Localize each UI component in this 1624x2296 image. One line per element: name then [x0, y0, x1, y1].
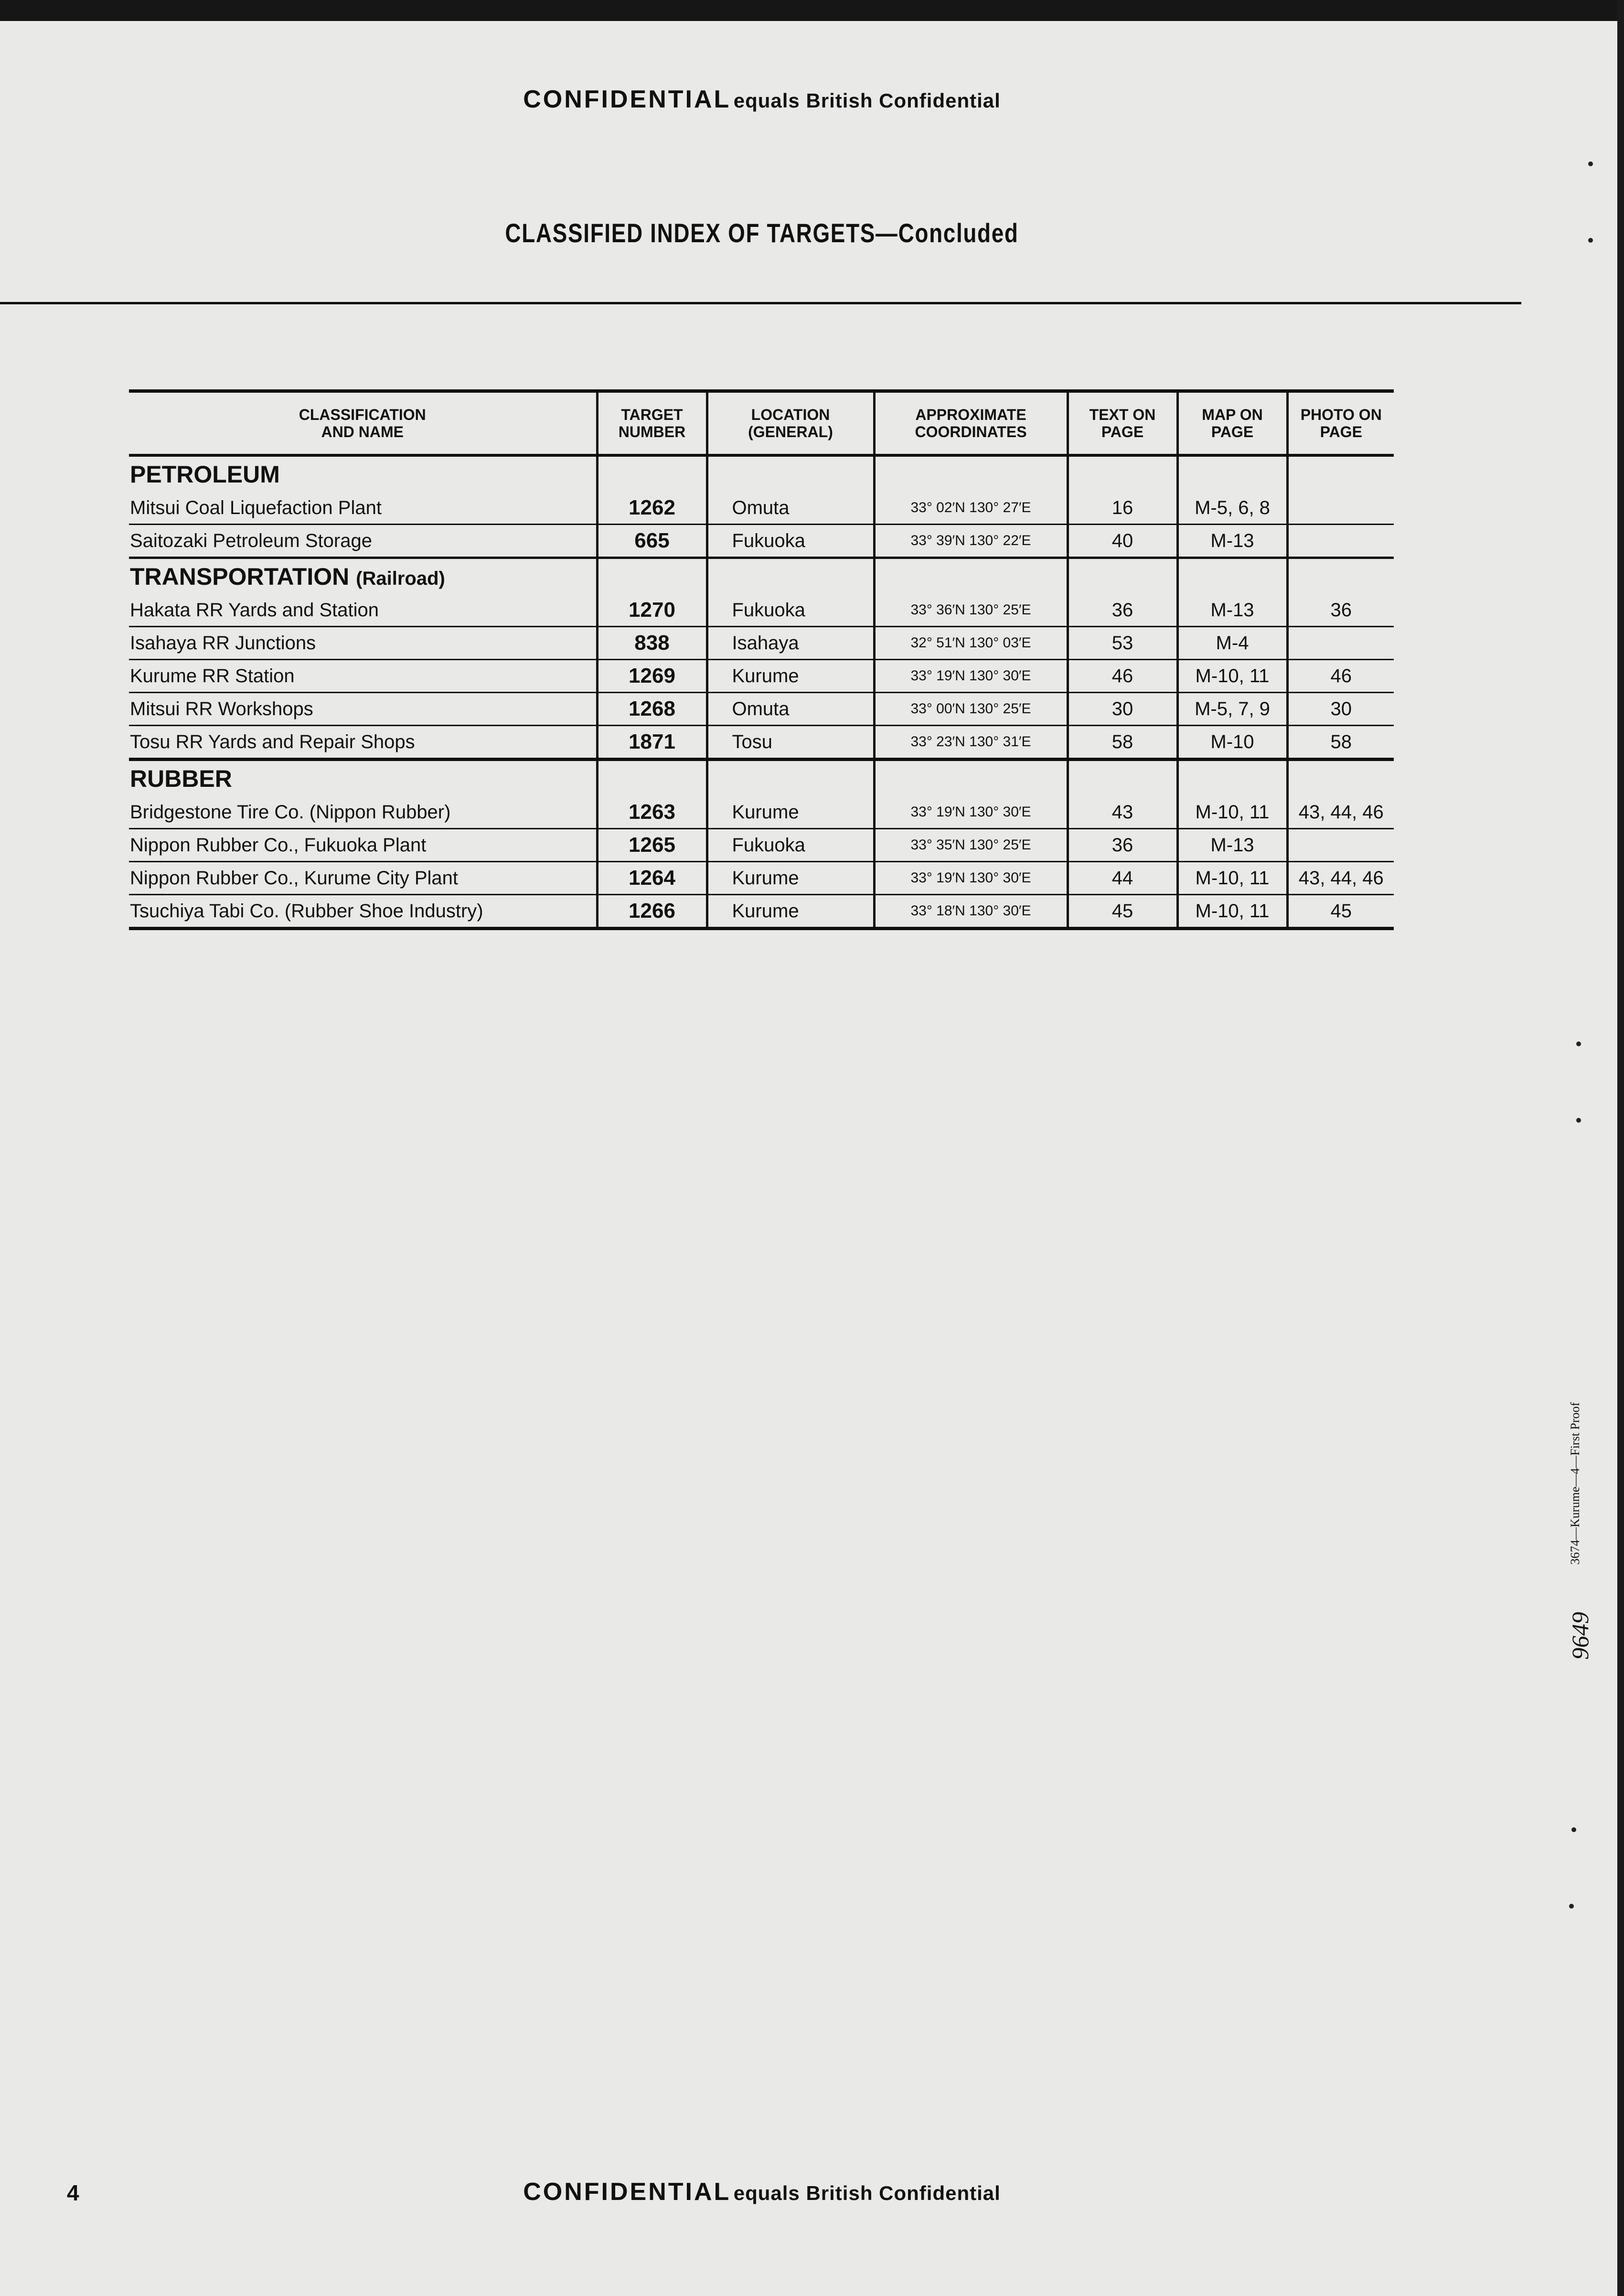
cell-number: 665 — [597, 525, 707, 558]
cell-photo-page — [1287, 829, 1394, 862]
cell-text-page: 45 — [1068, 895, 1177, 929]
section-title: TRANSPORTATION (Railroad) — [130, 563, 445, 590]
scan-speck — [1569, 1904, 1574, 1909]
proof-margin-note: 3674—Kurume—4—First Proof — [1568, 1402, 1582, 1565]
cell-number: 1265 — [597, 829, 707, 862]
scan-speck — [1576, 1118, 1581, 1123]
targets-index-table — [129, 389, 1394, 930]
cell-location: Fukuoka — [707, 594, 874, 627]
handwritten-number: 9649 — [1567, 1612, 1593, 1660]
section-heading-row — [129, 760, 1394, 797]
cell-text-page: 40 — [1068, 525, 1177, 558]
cell-text-page: 44 — [1068, 862, 1177, 895]
cell-text-page: 58 — [1068, 726, 1177, 760]
cell-number: 1268 — [597, 693, 707, 726]
cell-text-page: 53 — [1068, 627, 1177, 660]
cell-location: Fukuoka — [707, 829, 874, 862]
cell-text-page: 36 — [1068, 829, 1177, 862]
cell-text-page: 43 — [1068, 796, 1177, 829]
cell-location: Omuta — [707, 693, 874, 726]
header-coordinates: APPROXIMATE COORDINATES — [874, 391, 1068, 456]
cell-photo-page: 45 — [1287, 895, 1394, 929]
confidential-equivalence: equals British Confidential — [733, 2182, 1001, 2204]
section-rubber — [129, 760, 1394, 929]
cell-coordinates: 33° 02′N 130° 27′E — [874, 492, 1068, 525]
cell-number: 1270 — [597, 594, 707, 627]
cell-name: Kurume RR Station — [129, 660, 597, 693]
table-header — [129, 391, 1394, 456]
cell-number: 1264 — [597, 862, 707, 895]
confidential-equivalence: equals British Confidential — [733, 89, 1001, 112]
cell-photo-page: 43, 44, 46 — [1287, 862, 1394, 895]
cell-map-page: M-10, 11 — [1177, 862, 1287, 895]
cell-location: Isahaya — [707, 627, 874, 660]
scan-top-border — [0, 0, 1624, 21]
cell-photo-page: 30 — [1287, 693, 1394, 726]
cell-location: Kurume — [707, 796, 874, 829]
header-location: LOCATION (GENERAL) — [707, 391, 874, 456]
header-map-page: MAP ON PAGE — [1177, 391, 1287, 456]
cell-map-page: M-10, 11 — [1177, 895, 1287, 929]
header-text-page: TEXT ON PAGE — [1068, 391, 1177, 456]
cell-location: Tosu — [707, 726, 874, 760]
cell-name: Hakata RR Yards and Station — [129, 594, 597, 627]
confidential-header — [0, 85, 1524, 114]
cell-map-page: M-10 — [1177, 726, 1287, 760]
cell-location: Omuta — [707, 492, 874, 525]
section-heading-row — [129, 455, 1394, 492]
cell-coordinates: 33° 19′N 130° 30′E — [874, 660, 1068, 693]
header-photo-page: PHOTO ON PAGE — [1287, 391, 1394, 456]
section-heading-row — [129, 558, 1394, 595]
cell-photo-page: 36 — [1287, 594, 1394, 627]
cell-coordinates: 33° 19′N 130° 30′E — [874, 796, 1068, 829]
table-row — [129, 525, 1394, 558]
cell-name: Isahaya RR Junctions — [129, 627, 597, 660]
cell-photo-page — [1287, 627, 1394, 660]
cell-text-page: 16 — [1068, 492, 1177, 525]
cell-coordinates: 33° 23′N 130° 31′E — [874, 726, 1068, 760]
cell-number: 1269 — [597, 660, 707, 693]
cell-name: Mitsui RR Workshops — [129, 693, 597, 726]
title-divider — [0, 302, 1521, 304]
cell-coordinates: 33° 00′N 130° 25′E — [874, 693, 1068, 726]
cell-map-page: M-5, 7, 9 — [1177, 693, 1287, 726]
cell-map-page: M-13 — [1177, 525, 1287, 558]
table-row — [129, 492, 1394, 525]
cell-number: 1262 — [597, 492, 707, 525]
table-row — [129, 693, 1394, 726]
cell-map-page: M-10, 11 — [1177, 796, 1287, 829]
confidential-label: CONFIDENTIAL — [523, 86, 731, 113]
page-number: 4 — [67, 2180, 79, 2205]
table-row — [129, 895, 1394, 929]
cell-number: 1263 — [597, 796, 707, 829]
table-row — [129, 660, 1394, 693]
section-title: PETROLEUM — [130, 461, 280, 488]
scan-speck — [1576, 1041, 1581, 1046]
cell-text-page: 30 — [1068, 693, 1177, 726]
cell-location: Kurume — [707, 895, 874, 929]
header-target-number: TARGET NUMBER — [597, 391, 707, 456]
confidential-label: CONFIDENTIAL — [523, 2178, 731, 2206]
cell-text-page: 46 — [1068, 660, 1177, 693]
cell-coordinates: 33° 19′N 130° 30′E — [874, 862, 1068, 895]
cell-map-page: M-4 — [1177, 627, 1287, 660]
table-row — [129, 726, 1394, 760]
cell-coordinates: 33° 36′N 130° 25′E — [874, 594, 1068, 627]
header-classification: CLASSIFICATION AND NAME — [299, 406, 426, 440]
cell-name: Tsuchiya Tabi Co. (Rubber Shoe Industry) — [130, 900, 483, 922]
table-row — [129, 594, 1394, 627]
cell-coordinates: 32° 51′N 130° 03′E — [874, 627, 1068, 660]
section-title: RUBBER — [130, 765, 232, 792]
table-row — [129, 796, 1394, 829]
cell-location: Fukuoka — [707, 525, 874, 558]
section-petroleum — [129, 455, 1394, 558]
cell-map-page: M-10, 11 — [1177, 660, 1287, 693]
cell-photo-page: 58 — [1287, 726, 1394, 760]
cell-name: Mitsui Coal Liquefaction Plant — [129, 492, 597, 525]
cell-text-page: 36 — [1068, 594, 1177, 627]
cell-number: 1871 — [597, 726, 707, 760]
page-title: CLASSIFIED INDEX OF TARGETS—Concluded — [505, 218, 1019, 248]
scan-speck — [1571, 1827, 1576, 1832]
table-row — [129, 862, 1394, 895]
cell-number: 1266 — [597, 895, 707, 929]
cell-photo-page: 46 — [1287, 660, 1394, 693]
cell-name: Tosu RR Yards and Repair Shops — [130, 731, 415, 752]
cell-location: Kurume — [707, 862, 874, 895]
cell-name: Nippon Rubber Co., Kurume City Plant — [129, 862, 597, 895]
cell-location: Kurume — [707, 660, 874, 693]
cell-map-page: M-13 — [1177, 594, 1287, 627]
scan-speck — [1588, 238, 1593, 243]
cell-name: Nippon Rubber Co., Fukuoka Plant — [129, 829, 597, 862]
scan-speck — [1588, 161, 1593, 166]
scan-right-border — [1617, 0, 1624, 2296]
cell-photo-page — [1287, 492, 1394, 525]
cell-map-page: M-5, 6, 8 — [1177, 492, 1287, 525]
cell-photo-page — [1287, 525, 1394, 558]
table-row — [129, 627, 1394, 660]
cell-name: Bridgestone Tire Co. (Nippon Rubber) — [129, 796, 597, 829]
section-transportation — [129, 558, 1394, 760]
cell-coordinates: 33° 39′N 130° 22′E — [874, 525, 1068, 558]
cell-photo-page: 43, 44, 46 — [1287, 796, 1394, 829]
cell-map-page: M-13 — [1177, 829, 1287, 862]
table-row — [129, 829, 1394, 862]
confidential-footer — [0, 2178, 1524, 2206]
cell-name: Saitozaki Petroleum Storage — [130, 530, 372, 551]
cell-coordinates: 33° 35′N 130° 25′E — [874, 829, 1068, 862]
cell-number: 838 — [597, 627, 707, 660]
cell-coordinates: 33° 18′N 130° 30′E — [874, 895, 1068, 929]
